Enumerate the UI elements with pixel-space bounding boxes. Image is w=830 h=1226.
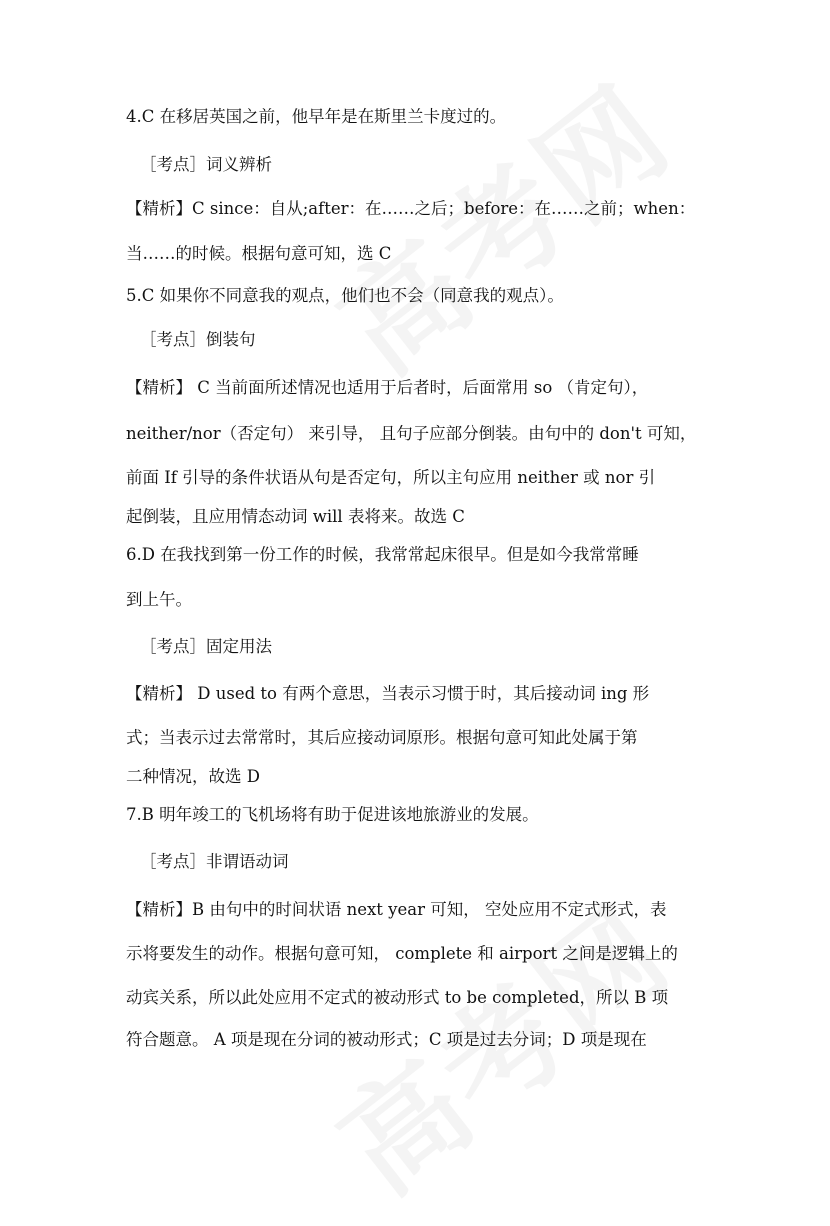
analysis-6-line-1: 【精析】 D used to 有两个意思，当表示习惯于时，其后接动词 ing 形: [126, 684, 650, 703]
analysis-5-line-2: neither/nor（否定句） 来引导， 且句子应部分倒装。由句中的 don't 可知，: [126, 424, 697, 443]
analysis-6-line-3: 二种情况，故选 D: [126, 767, 260, 786]
analysis-7-line-4: 符合题意。 A 项是现在分词的被动形式；C 项是过去分词；D 项是现在: [126, 1030, 647, 1049]
answer-6-line-1: 6.D 在我找到第一份工作的时候，我常常起床很早。但是如今我常常睡: [126, 545, 639, 564]
analysis-5-line-3: 前面 If 引导的条件状语从句是否定句，所以主句应用 neither 或 nor 引: [126, 468, 656, 487]
analysis-7-line-1: 【精析】B 由句中的时间状语 next year 可知， 空处应用不定式形式，表: [126, 900, 667, 919]
analysis-7-line-2: 示将要发生的动作。根据句意可知， complete 和 airport 之间是逻辑上的: [126, 944, 678, 963]
analysis-7-line-3: 动宾关系，所以此处应用不定式的被动形式 to be completed，所以 B 项: [126, 988, 669, 1007]
answer-7: 7.B 明年竣工的飞机场将有助于促进该地旅游业的发展。: [126, 805, 539, 824]
analysis-5-line-1: 【精析】 C 当前面所述情况也适用于后者时，后面常用 so （肯定句），: [126, 378, 649, 397]
answer-5: 5.C 如果你不同意我的观点，他们也不会（同意我的观点）。: [126, 286, 564, 305]
topic-4: ［考点］词义辨析: [140, 155, 272, 174]
topic-5: ［考点］倒装句: [140, 330, 256, 349]
answer-6-line-2: 到上午。: [126, 590, 192, 609]
watermark: [300, 41, 699, 406]
analysis-4-line-2: 当……的时候。根据句意可知，选 C: [126, 244, 392, 263]
analysis-4-line-1: 【精析】C since：自从;after：在……之后；before：在……之前；when：: [126, 199, 696, 218]
analysis-6-line-2: 式；当表示过去常常时，其后应接动词原形。根据句意可知此处属于第: [126, 728, 638, 747]
topic-6: ［考点］固定用法: [140, 637, 272, 656]
topic-7: ［考点］非谓语动词: [140, 852, 289, 871]
answer-4: 4.C 在移居英国之前，他早年是在斯里兰卡度过的。: [126, 107, 507, 126]
analysis-5-line-4: 起倒装，且应用情态动词 will 表将来。故选 C: [126, 507, 465, 526]
